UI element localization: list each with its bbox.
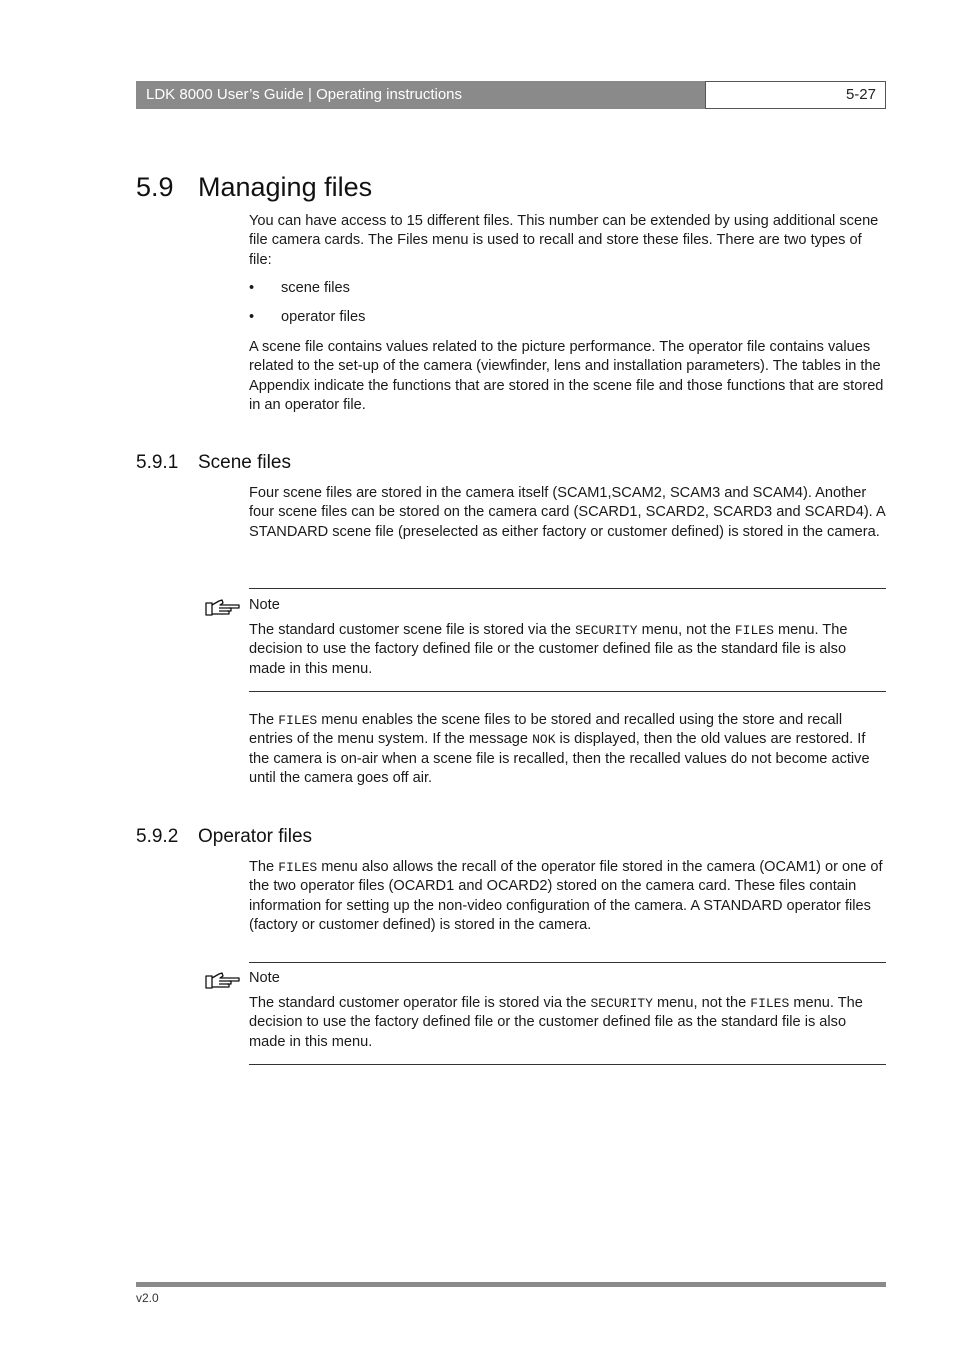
intro-paragraph: You can have access to 15 different files. This number can be extended by using additional scene file camera cards. The Files menu is used to recall and store these files. There are two types of file: (249, 213, 879, 268)
subsection-number: 5.9.2 (136, 826, 179, 847)
pointing-hand-icon (205, 970, 241, 990)
menu-name-security: SECURITY (575, 623, 638, 638)
subsection-heading-scene (136, 452, 291, 474)
subsection-title: Operator files (198, 826, 313, 847)
menu-name-security: SECURITY (590, 996, 653, 1011)
scene-paragraph-2: The FILES menu enables the scene files to be stored and recalled using the store and recall entries of the menu system. If the message NOK is displayed, then the old values are restored. If the camera is on-air when a scene file is recalled, then the recalled values do not become active until the camera goes off air. (249, 712, 870, 787)
list-item (249, 279, 350, 298)
list-item-text: scene files (281, 280, 350, 296)
list-item (249, 308, 365, 327)
note-text: The standard customer scene file is stored via the SECURITY menu, not the FILES menu. The decision to use the factory defined file or the customer defined file as the standard file is also made in this menu. (249, 622, 848, 677)
menu-name-files: FILES (734, 623, 774, 638)
note-text: The standard customer operator file is stored via the SECURITY menu, not the FILES menu. The decision to use the factory defined file or the customer defined file as the standard file is also made in this menu. (249, 995, 863, 1050)
menu-name-files: FILES (750, 996, 790, 1011)
header-page-number: 5-27 (705, 81, 886, 109)
section-title: Managing files (198, 172, 373, 202)
subsection-heading-operator (136, 826, 312, 848)
operator-paragraph: The FILES menu also allows the recall of the operator file stored in the camera (OCAM1) or one of the two operator files (OCARD1 and OCARD2) stored on the camera card. These files contain information for setting up the non-video configuration of the camera. A STANDARD operator files (factory or customer defined) is stored in the camera. (249, 859, 883, 934)
bullet-icon: • (249, 280, 255, 296)
scene-paragraph: Four scene files are stored in the camera itself (SCAM1,SCAM2, SCAM3 and SCAM4). Another four scene files can be stored on the camera card (SCARD1, SCARD2, SCARD3 and SCARD4). A STANDARD scene file (preselected as either factory or customer defined) is stored in the camera. (249, 485, 885, 540)
subsection-title: Scene files (198, 452, 291, 473)
pointing-hand-icon (205, 597, 241, 617)
note-rule-top (249, 588, 886, 589)
note-label: Note (249, 970, 280, 986)
bullet-icon: • (249, 309, 255, 325)
section-heading (136, 172, 372, 203)
note-rule-top (249, 962, 886, 963)
message-nok: NOK (532, 732, 556, 748)
note-rule-bottom (249, 1064, 886, 1065)
subsection-number: 5.9.1 (136, 452, 179, 473)
menu-name-files: FILES (278, 713, 318, 728)
header-title: LDK 8000 User’s Guide | Operating instructions (136, 81, 705, 109)
intro-paragraph-2: A scene file contains values related to the picture performance. The operator file contains values related to the set-up of the camera (viewfinder, lens and installation parameters). The tables in the Appendix indicate the functions that are stored in the scene file and those functions that are stored in an operator file. (249, 339, 884, 414)
note-label: Note (249, 597, 280, 613)
page-header (136, 81, 886, 109)
note-rule-bottom (249, 691, 886, 692)
footer-version: v2.0 (136, 1291, 159, 1305)
section-number: 5.9 (136, 172, 174, 202)
menu-name-files: FILES (278, 860, 318, 875)
footer-bar (136, 1282, 886, 1287)
list-item-text: operator files (281, 309, 366, 325)
